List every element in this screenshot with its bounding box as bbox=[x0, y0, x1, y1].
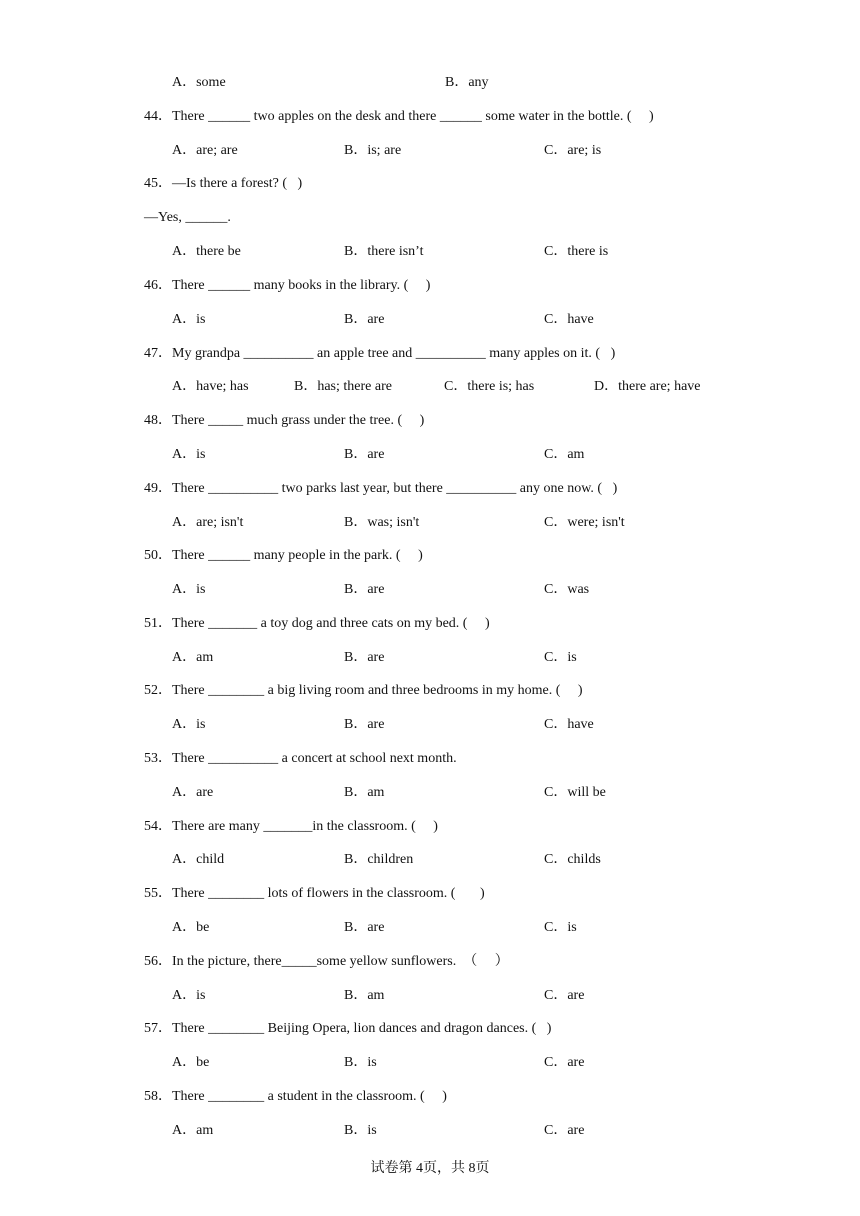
q48-option-c: C．am bbox=[544, 447, 585, 462]
q47-option-a: A．have; has bbox=[172, 379, 249, 394]
q57-option-b: B．is bbox=[344, 1055, 377, 1070]
question-49: 49．There __________ two parks last year, but there __________ any one now. ( ) bbox=[144, 481, 618, 496]
q47-option-b: B．has; there are bbox=[294, 379, 392, 394]
q49-option-a: A．are; isn't bbox=[172, 515, 244, 530]
q51-option-c: C．is bbox=[544, 650, 577, 665]
q47-option-d: D．there are; have bbox=[594, 379, 701, 394]
q57-option-a: A．be bbox=[172, 1055, 210, 1070]
q51-option-a: A．am bbox=[172, 650, 214, 665]
q52-option-c: C．have bbox=[544, 717, 594, 732]
question-45-answer-line: —Yes, ______. bbox=[144, 210, 231, 225]
q58-option-b: B．is bbox=[344, 1123, 377, 1138]
q50-option-b: B．are bbox=[344, 582, 385, 597]
q52-option-a: A．is bbox=[172, 717, 206, 732]
q57-option-c: C．are bbox=[544, 1055, 585, 1070]
q54-option-b: B．children bbox=[344, 852, 414, 867]
question-48: 48．There _____ much grass under the tree. ( ) bbox=[144, 413, 425, 428]
q58-option-a: A．am bbox=[172, 1123, 214, 1138]
q47-option-c: C．there is; has bbox=[444, 379, 535, 394]
q54-option-a: A．child bbox=[172, 852, 225, 867]
q44-option-b: B．is; are bbox=[344, 143, 402, 158]
q50-option-c: C．was bbox=[544, 582, 590, 597]
question-58: 58．There ________ a student in the classroom. ( ) bbox=[144, 1089, 447, 1104]
q56-option-a: A．is bbox=[172, 988, 206, 1003]
q46-option-c: C．have bbox=[544, 312, 594, 327]
question-50: 50．There ______ many people in the park. ( ) bbox=[144, 548, 423, 563]
q52-option-b: B．are bbox=[344, 717, 385, 732]
q58-option-c: C．are bbox=[544, 1123, 585, 1138]
q45-option-b: B．there isn’t bbox=[344, 244, 424, 259]
q55-option-b: B．are bbox=[344, 920, 385, 935]
question-53: 53．There __________ a concert at school next month. bbox=[144, 751, 457, 766]
q44-option-a: A．are; are bbox=[172, 143, 238, 158]
question-52: 52．There ________ a big living room and three bedrooms in my home. ( ) bbox=[144, 683, 583, 698]
question-47: 47．My grandpa __________ an apple tree and __________ many apples on it. ( ) bbox=[144, 346, 616, 361]
question-57: 57．There ________ Beijing Opera, lion dances and dragon dances. ( ) bbox=[144, 1021, 552, 1036]
q48-option-a: A．is bbox=[172, 447, 206, 462]
q48-option-b: B．are bbox=[344, 447, 385, 462]
q49-option-b: B．was; isn't bbox=[344, 515, 420, 530]
q56-option-b: B．am bbox=[344, 988, 385, 1003]
question-46: 46．There ______ many books in the library. ( ) bbox=[144, 278, 431, 293]
q45-option-a: A．there be bbox=[172, 244, 241, 259]
question-51: 51．There _______ a toy dog and three cats on my bed. ( ) bbox=[144, 616, 490, 631]
option-b-prev: B．any bbox=[445, 75, 489, 90]
question-44: 44．There ______ two apples on the desk and there ______ some water in the bottle. ( ) bbox=[144, 109, 654, 124]
question-45: 45．—Is there a forest? ( ) bbox=[144, 176, 303, 191]
q46-option-a: A．is bbox=[172, 312, 206, 327]
q55-option-a: A．be bbox=[172, 920, 210, 935]
q53-option-a: A．are bbox=[172, 785, 214, 800]
q49-option-c: C．were; isn't bbox=[544, 515, 625, 530]
q56-option-c: C．are bbox=[544, 988, 585, 1003]
q45-option-c: C．there is bbox=[544, 244, 609, 259]
question-56: 56．In the picture, there_____some yellow sunflowers. （ ） bbox=[144, 954, 509, 969]
q51-option-b: B．are bbox=[344, 650, 385, 665]
question-55: 55．There ________ lots of flowers in the classroom. ( ) bbox=[144, 886, 485, 901]
option-a-prev: A．some bbox=[172, 75, 226, 90]
q46-option-b: B．are bbox=[344, 312, 385, 327]
q54-option-c: C．childs bbox=[544, 852, 601, 867]
page-footer: 试卷第 4页，共 8页 bbox=[370, 1161, 490, 1176]
q55-option-c: C．is bbox=[544, 920, 577, 935]
q44-option-c: C．are; is bbox=[544, 143, 602, 158]
q53-option-c: C．will be bbox=[544, 785, 606, 800]
q53-option-b: B．am bbox=[344, 785, 385, 800]
q50-option-a: A．is bbox=[172, 582, 206, 597]
question-54: 54．There are many _______in the classroom. ( ) bbox=[144, 819, 438, 834]
